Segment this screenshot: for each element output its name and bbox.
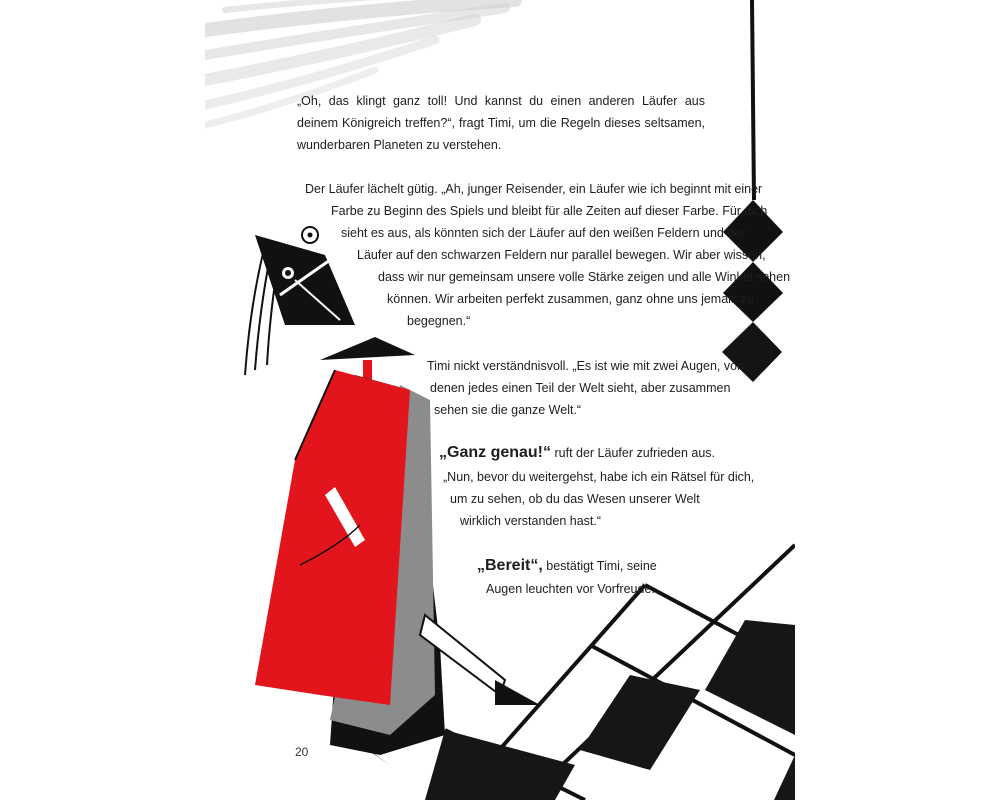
paragraph-2-line-5: dass wir nur gemeinsam unsere volle Stärke zeigen und alle Winkel sehen: [378, 270, 791, 284]
paragraph-1: „Oh, das klingt ganz toll! Und kannst du einen anderen Läufer aus deinem Königreich treffen?“, fragt Timi, um die Regeln dieses seltsamen, wunderbaren Planeten zu verstehen.: [297, 94, 705, 152]
paragraph-2-line-2: Farbe zu Beginn des Spiels und bleibt für alle Zeiten auf dieser Farbe. Für dich: [331, 204, 768, 218]
paragraph-4-line-4: wirklich verstanden hast.“: [460, 514, 602, 528]
paragraph-2-line-6: können. Wir arbeiten perfekt zusammen, ganz ohne uns jemals zu: [387, 292, 754, 306]
paragraph-4-rest: ruft der Läufer zufrieden aus.: [551, 446, 715, 460]
paragraph-2-line-1: Der Läufer lächelt gütig. „Ah, junger Reisender, ein Läufer wie ich beginnt mit einer: [305, 182, 763, 196]
paragraph-3-line-2: denen jedes einen Teil der Welt sieht, aber zusammen: [430, 381, 731, 395]
paragraph-4-line-3: um zu sehen, ob du das Wesen unserer Welt: [450, 492, 700, 506]
paragraph-2-line-7: begegnen.“: [407, 314, 471, 328]
paragraph-3-line-1: Timi nickt verständnisvoll. „Es ist wie mit zwei Augen, von: [427, 359, 745, 373]
paragraph-4-line-1: [439, 442, 715, 464]
exclamation-ganz-genau: „Ganz genau!“: [439, 444, 552, 461]
paragraph-5-rest: bestätigt Timi, seine: [542, 559, 657, 573]
paragraph-5-line-1: [477, 555, 657, 577]
paragraph-2-line-3: sieht es aus, als könnten sich der Läufer auf den weißen Feldern und der: [341, 226, 746, 240]
paragraph-3-line-3: sehen sie die ganze Welt.“: [434, 403, 582, 417]
paragraph-2-line-4: Läufer auf den schwarzen Feldern nur parallel bewegen. Wir aber wissen,: [357, 248, 766, 262]
paragraph-4-line-2: „Nun, bevor du weitergehst, habe ich ein Rätsel für dich,: [443, 470, 755, 484]
book-page: [205, 0, 795, 800]
paragraph-5-line-2: Augen leuchten vor Vorfreude.: [486, 582, 655, 596]
exclamation-bereit: „Bereit“,: [477, 557, 543, 574]
page-number: 20: [295, 745, 309, 759]
